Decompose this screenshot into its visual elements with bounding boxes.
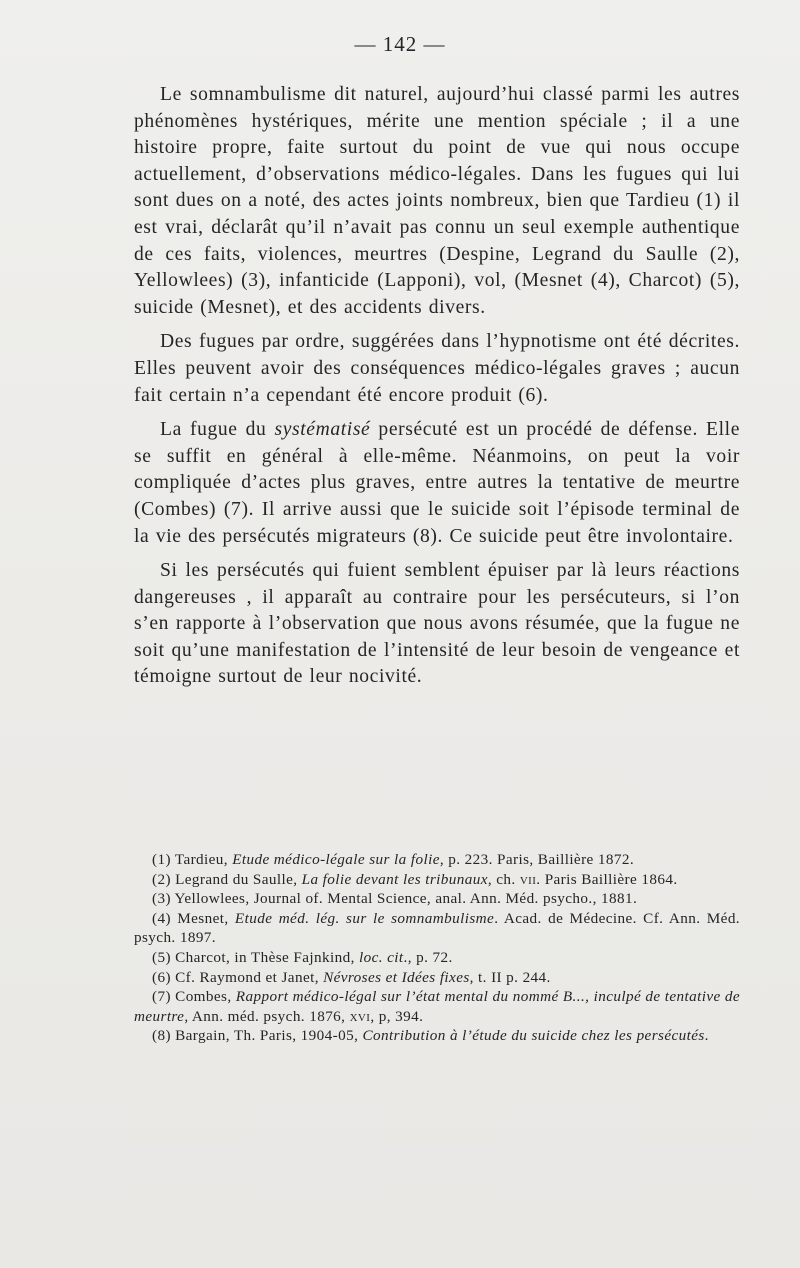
footnotes: [134, 850, 740, 1046]
text-run: persécuté est un procédé de défense. Elle se suffit en général à elle-même. Néanmoins, on peut la voir compliquée d’actes plus graves, entre autres la tentative de meurtre (Combes) (7). Il arrive aussi que le suicide soit l’épisode terminal de la vie des persécutés migrateurs (8). Ce suicide peut être involontaire.: [134, 419, 740, 547]
page-number: — 142 —: [354, 32, 446, 56]
footnote: [134, 968, 740, 988]
text-run: (8) Bargain, Th. Paris, 1904-05,: [152, 1027, 363, 1045]
smallcaps-text: vii: [519, 870, 537, 888]
italic-text: Etude méd. lég. sur le somnambulisme: [234, 909, 495, 927]
text-run: Le somnambulisme dit naturel, aujourd’hui classé parmi les autres phénomènes hystériques, mérite une mention spéciale ; il a une histoire propre, faite surtout du point de vue qui nous occupe actuellement, d’observations médico-légales. Dans les fugues qui lui sont dues on a noté, des actes joints nombreux, bien que Tardieu (1) il est vrai, déclarât qu’il n’avait pas connu un seul exemple authentique de ces faits, violences, meurtres (Despine, Legrand du Saulle (2), Yellowlees) (3), infanticide (Lapponi), vol, (Mesnet (4), Charcot) (5), suicide (Mesnet), et des accidents divers.: [134, 84, 740, 318]
paragraph: [134, 329, 740, 409]
text-run: , ch.: [487, 870, 520, 888]
text-run: . Acad. de Médecine. Cf. Ann. Méd. psych. 1897.: [134, 909, 741, 947]
text-run: , p, 394.: [370, 1007, 424, 1025]
text-run: (6) Cf. Raymond et Janet,: [152, 968, 324, 986]
text-run: , p. 223. Paris, Baillière 1872.: [439, 851, 635, 868]
text-run: (2) Legrand du Saulle,: [152, 870, 302, 888]
italic-text: systématisé: [274, 419, 371, 441]
footnote: [134, 1026, 740, 1046]
paragraph: [134, 82, 740, 321]
text-run: La fugue du: [160, 419, 275, 441]
text-run: (4) Mesnet,: [152, 909, 235, 927]
footnote: [134, 870, 740, 890]
paragraph: [134, 417, 740, 550]
footnote: [134, 987, 740, 1026]
smallcaps-text: xvi: [349, 1007, 371, 1025]
text-run: Des fugues par ordre, suggérées dans l’hypnotisme ont été décrites. Elles peuvent avoir des conséquences médico-légales graves ; aucun fait certain n’a cependant été encore produit (6).: [134, 331, 740, 406]
italic-text: Névroses et Idées fixes: [323, 968, 470, 986]
text-run: ., p. 72.: [403, 948, 453, 966]
footnote: [134, 850, 740, 870]
text-run: (3) Yellowlees, Journal of. Mental Science, anal. Ann. Méd. psycho., 1881.: [152, 890, 638, 908]
text-run: , Ann. méd. psych. 1876,: [184, 1007, 350, 1025]
italic-text: Etude médico-légale sur la folie: [232, 851, 440, 868]
text-run: Si les persécutés qui fuient semblent épuiser par là leurs réactions dangereuses , il apparaît au contraire pour les persécuteurs, si l’on s’en rapporte à l’observation que nous avons résumée, que la fugue ne soit qu’une manifestation de l’intensité de leur besoin de vengeance et témoigne surtout de leur nocivité.: [134, 560, 740, 688]
footnote: [134, 948, 740, 968]
paragraph: [134, 558, 740, 691]
italic-text: La folie devant les tribunaux: [301, 870, 488, 888]
text-run: (1) Tardieu,: [152, 851, 233, 868]
text-run: (5) Charcot, in Thèse Fajnkind,: [152, 948, 359, 966]
text-run: .: [704, 1027, 709, 1045]
text-run: (7) Combes,: [152, 988, 236, 1006]
footnote: [134, 889, 740, 909]
italic-text: Contribution à l’étude du suicide chez les persécutés: [362, 1027, 705, 1045]
body-text: [134, 82, 740, 699]
italic-text: Rapport médico-légal sur l’état mental du nommé B..., inculpé de tentative de meurtre: [134, 988, 740, 1025]
text-run: , t. II p. 244.: [469, 968, 551, 986]
text-run: . Paris Baillière 1864.: [536, 870, 678, 888]
italic-text: loc. cit: [358, 948, 404, 966]
footnote: [134, 909, 740, 948]
